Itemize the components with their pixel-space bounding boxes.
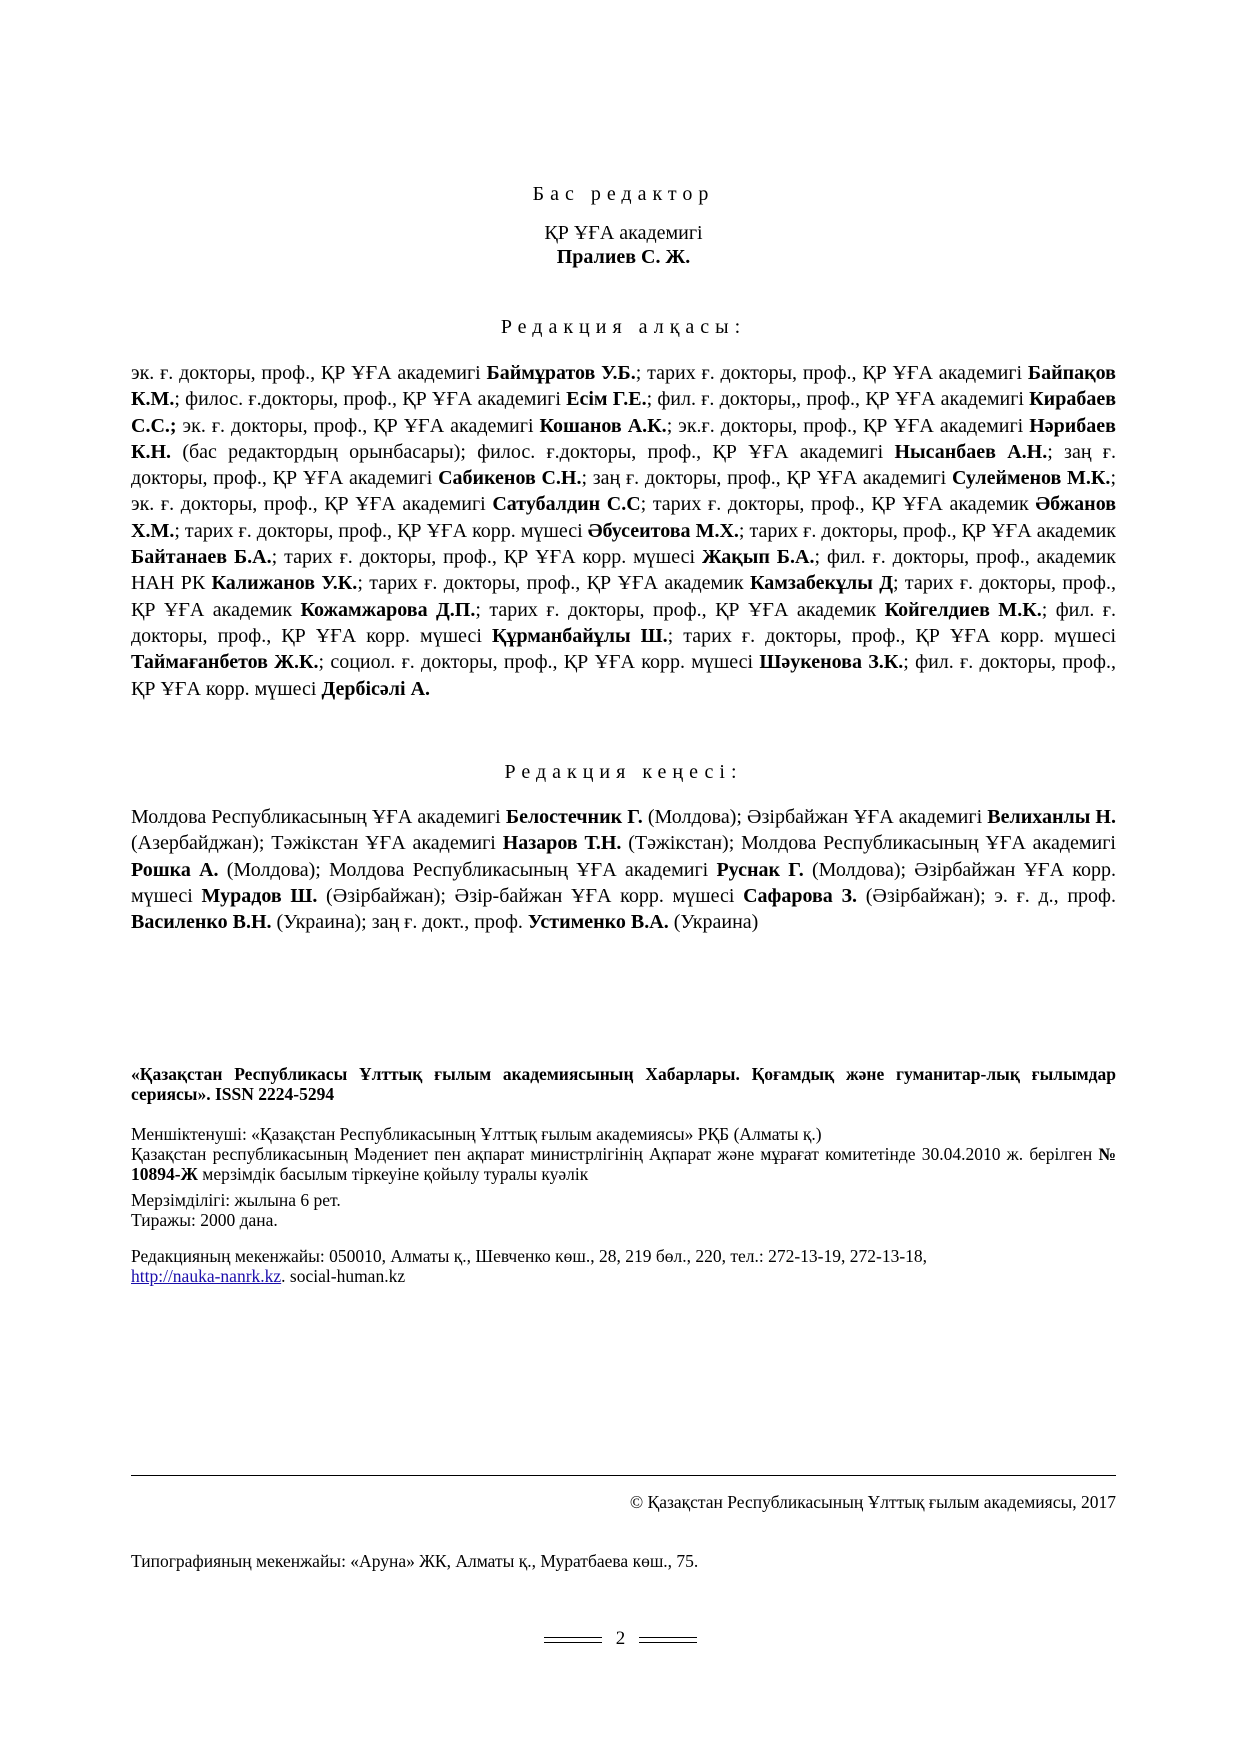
board-member-title: (бас редактордың орынбасары); филос. ғ.докторы, проф., ҚР ҰҒА академигі xyxy=(171,440,895,463)
council-member-name: Рошка А. xyxy=(131,858,219,881)
board-member-name: Кожамжарова Д.П. xyxy=(300,598,476,621)
board-member-title: ; фил. ғ. докторы, проф., ҚР ҰҒА корр. мүшесі xyxy=(131,651,1116,700)
board-member-title: ; тарих ғ. докторы, проф., ҚР ҰҒА корр. мүшесі xyxy=(174,519,588,542)
website-tail: . social-human.kz xyxy=(281,1266,406,1286)
board-member-name: Есім Г.Е. xyxy=(566,388,647,411)
board-member-title: ; фил. ғ. докторы, проф., ҚР ҰҒА корр. мүшесі xyxy=(131,598,1116,647)
website-line xyxy=(131,1266,1116,1286)
board-member-name: Кошанов А.К. xyxy=(539,414,667,437)
chief-editor-name: Пралиев С. Ж. xyxy=(556,246,691,268)
print-address-line: Типографияның мекенжайы: «Аруна» ЖК, Алматы қ., Муратбаева көш., 75. xyxy=(131,1551,699,1571)
board-member-name: Нәрибаев К.Н. xyxy=(131,414,1116,463)
page-number-footer xyxy=(0,1628,1241,1650)
journal-title xyxy=(131,1064,1116,1104)
board-member-name: Шәукенова З.К. xyxy=(759,651,904,674)
board-members-text xyxy=(131,360,1116,702)
council-member-name: Назаров Т.Н. xyxy=(502,832,622,855)
council-member-name: Мурадов Ш. xyxy=(201,884,318,907)
board-member-name: Дербісәлі А. xyxy=(321,677,431,700)
board-member-title: ; эк. ғ. докторы, проф., ҚР ҰҒА академигі xyxy=(131,467,1116,516)
council-member-title: (Молдова); Молдова Республикасының ҰҒА академигі xyxy=(218,858,717,881)
board-member-name: Таймағанбетов Ж.К. xyxy=(131,651,319,674)
website-link[interactable]: http://nauka-nanrk.kz xyxy=(131,1266,282,1286)
board-member-name: Сатубалдин С.С xyxy=(492,493,641,516)
board-member-name: Баймұратов У.Б. xyxy=(486,362,636,384)
council-member-title: (Молдова); Әзірбайжан ҰҒА корр. мүшесі xyxy=(131,858,1116,907)
board-member-title: ; тарих ғ. докторы, проф., ҚР ҰҒА корр. мүшесі xyxy=(271,546,702,569)
board-member-title: ; фил. ғ. докторы, проф., академик НАН РК xyxy=(131,546,1116,595)
footer-divider xyxy=(131,1475,1116,1476)
board-member-name: Сабикенов С.Н. xyxy=(438,467,582,490)
board-member-title: ; социол. ғ. докторы, проф., ҚР ҰҒА корр. мүшесі xyxy=(318,651,760,674)
council-member-name: Велиханлы Н. xyxy=(987,806,1116,828)
board-member-title: ; тарих ғ. докторы, проф., ҚР ҰҒА академигі xyxy=(635,362,1028,384)
page-number: 2 xyxy=(615,1628,626,1649)
board-member-name: Әбусеитова М.Х. xyxy=(587,519,739,542)
council-member-title: (Әзірбайжан); Әзір-байжан ҰҒА корр. мүшесі xyxy=(317,884,744,907)
owner-line: Меншіктенуші: «Қазақстан Республикасының Ұлттық ғылым академиясы» РҚБ (Алматы қ.) xyxy=(131,1124,822,1144)
circulation-line: Тиражы: 2000 дана. xyxy=(131,1210,278,1230)
copyright-line: © Қазақстан Республикасының Ұлттық ғылым академиясы, 2017 xyxy=(629,1492,1116,1512)
council-member-title: (Молдова); Әзірбайжан ҰҒА академигі xyxy=(642,806,988,828)
board-member-name: Жақып Б.А. xyxy=(701,546,815,569)
board-member-title: ; эк.ғ. докторы, проф., ҚР ҰҒА академигі xyxy=(666,414,1030,437)
board-member-name: Калижанов У.К. xyxy=(211,572,358,595)
registration-line xyxy=(131,1144,1116,1184)
board-member-name: Камзабекұлы Д xyxy=(750,572,893,595)
board-member-title: ; заң ғ. докторы, проф., ҚР ҰҒА академигі xyxy=(131,440,1117,490)
board-member-name: Нысанбаев А.Н. xyxy=(894,440,1048,463)
council-heading: Редакция кеңесі: xyxy=(504,761,743,783)
journal-issn: ISSN 2224-5294 xyxy=(214,1084,335,1104)
board-member-title: ; тарих ғ. докторы, проф., ҚР ҰҒА академик xyxy=(640,493,1036,516)
council-members-text xyxy=(131,804,1116,935)
board-member-name: Байпақов К.М. xyxy=(131,362,1116,411)
address-line: Редакцияның мекенжайы: 050010, Алматы қ., Шевченко көш., 28, 219 бөл., 220, тел.: 272-13-19, 272-13-18, xyxy=(131,1246,928,1266)
board-member-title: ; тарих ғ. докторы, проф., ҚР ҰҒА академик xyxy=(357,572,750,595)
frequency-line: Мерзімділігі: жылына 6 рет. xyxy=(131,1190,341,1210)
page-number-left-rule xyxy=(544,1637,602,1643)
registration-post: мерзімдік басылым тіркеуіне қойылу туралы куәлік xyxy=(197,1164,589,1184)
board-member-title: ; филос. ғ.докторы, проф., ҚР ҰҒА академигі xyxy=(174,388,567,411)
board-member-name: Құрманбайұлы Ш. xyxy=(491,624,668,647)
council-member-name: Василенко В.Н. xyxy=(131,911,272,934)
council-member-title: (Украина) xyxy=(668,911,759,934)
council-member-name: Руснак Г. xyxy=(716,858,804,881)
board-member-name: Әбжанов Х.М. xyxy=(131,493,1116,542)
journal-title-text: «Қазақстан Республикасы Ұлттық ғылым академиясының Хабарлары. Қоғамдық және гуманитар-лық ғылымдар сериясы». xyxy=(131,1064,1116,1104)
board-member-title: ; тарих ғ. докторы, проф., ҚР ҰҒА корр. мүшесі xyxy=(667,624,1117,647)
board-member-name: Койгелдиев М.К. xyxy=(884,598,1042,621)
council-member-name: Устименко В.А. xyxy=(527,911,669,934)
board-member-title: эк. ғ. докторы, проф., ҚР ҰҒА академигі xyxy=(131,362,487,384)
council-member-title: (Тәжікстан); Молдова Республикасының ҰҒА академигі xyxy=(621,832,1116,855)
council-member-title: (Әзірбайжан); э. ғ. д., проф. xyxy=(857,884,1116,907)
council-member-name: Белостечник Г. xyxy=(505,806,643,828)
council-member-title: (Азербайджан); Тәжікстан ҰҒА академигі xyxy=(131,832,503,855)
board-heading: Редакция алқасы: xyxy=(500,316,747,338)
page-number-right-rule xyxy=(639,1637,697,1643)
council-member-name: Сафарова З. xyxy=(743,884,858,907)
board-member-title: ; фил. ғ. докторы,, проф., ҚР ҰҒА академигі xyxy=(646,388,1030,411)
board-member-title: ; заң ғ. докторы, проф., ҚР ҰҒА академигі xyxy=(581,467,952,490)
council-member-title: (Украина); заң ғ. докт., проф. xyxy=(271,911,528,934)
chief-editor-role: ҚР ҰҒА академигі xyxy=(544,222,703,244)
board-member-title: ; тарих ғ. докторы, проф., ҚР ҰҒА академик xyxy=(475,598,885,621)
board-member-title: ; тарих ғ. докторы, проф., ҚР ҰҒА академик xyxy=(738,519,1116,542)
board-member-title: эк. ғ. докторы, проф., ҚР ҰҒА академигі xyxy=(176,414,540,437)
board-member-name: Кирабаев С.С.; xyxy=(131,388,1116,437)
board-member-title: ; тарих ғ. докторы, проф., ҚР ҰҒА академик xyxy=(131,572,1116,621)
board-member-name: Байтанаев Б.А. xyxy=(131,546,272,569)
registration-number: № 10894-Ж xyxy=(131,1144,1116,1184)
chief-editor-heading: Бас редактор xyxy=(532,183,715,205)
registration-pre: Қазақстан республикасының Мәдениет пен ақпарат министрлігінің Ақпарат және мұрағат комитетінде 30.04.2010 ж. берілген xyxy=(131,1144,1099,1164)
board-member-name: Сулейменов М.К. xyxy=(951,467,1111,490)
council-member-title: Молдова Республикасының ҰҒА академигі xyxy=(131,806,506,828)
